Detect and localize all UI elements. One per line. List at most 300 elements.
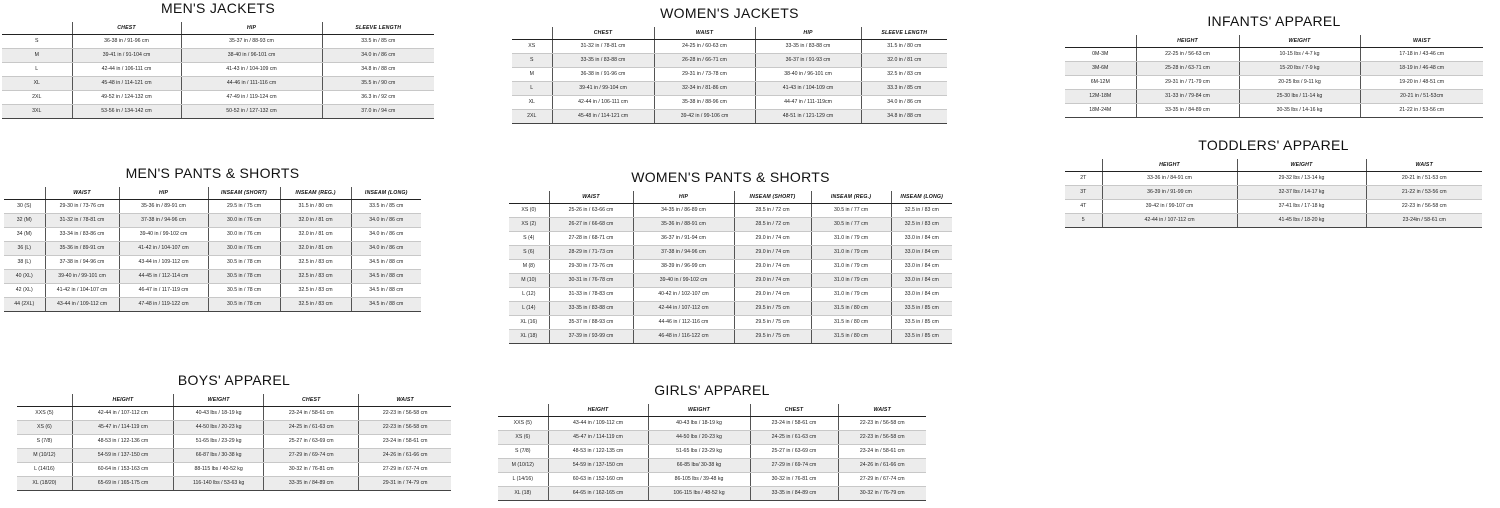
table-cell: 31.5 in / 80 cm: [861, 39, 947, 53]
table-cell: 30.5 in / 77 cm: [811, 217, 891, 231]
table-row: [4, 227, 421, 241]
table-cell: 30-35 lbs / 14-16 kg: [1239, 103, 1360, 117]
table-cell: 32.5 in / 83 cm: [280, 283, 351, 297]
womens-pants-table: [509, 191, 952, 344]
table-cell: 28-29 in / 71-73 cm: [549, 245, 633, 259]
size-label: XL (18): [509, 329, 549, 343]
table-cell: 32.0 in / 81 cm: [280, 227, 351, 241]
table-row: [1065, 47, 1483, 61]
size-label: 44 (2XL): [4, 297, 45, 311]
table-cell: 30.0 in / 76 cm: [208, 213, 280, 227]
table-cell: 30.5 in / 78 cm: [208, 297, 280, 311]
table-cell: 60-64 in / 153-163 cm: [72, 462, 173, 476]
table-cell: 39-40 in / 99-101 cm: [45, 269, 119, 283]
table-cell: 32.5 in / 83 cm: [280, 255, 351, 269]
column-header: SLEEVE LENGTH: [322, 22, 434, 34]
table-cell: 37-38 in / 94-96 cm: [119, 213, 208, 227]
table-cell: 31.5 in / 80 cm: [811, 315, 891, 329]
table-cell: 23-24 in / 58-61 cm: [264, 406, 359, 420]
table-row: [509, 287, 952, 301]
table-cell: 39-40 in / 99-102 cm: [119, 227, 208, 241]
header-row: [498, 404, 926, 416]
mens-jackets-section: [2, 0, 434, 119]
table-cell: 49-52 in / 124-132 cm: [72, 90, 181, 104]
table-cell: 31.5 in / 80 cm: [811, 329, 891, 343]
table-cell: 36-39 in / 91-99 cm: [1102, 185, 1237, 199]
table-cell: 29-31 in / 74-79 cm: [359, 476, 451, 490]
table-cell: 29-31 in / 73-78 cm: [654, 67, 755, 81]
table-cell: 34.8 in / 88 cm: [322, 62, 434, 76]
column-header: INSEAM (LONG): [351, 187, 421, 199]
table-cell: 31-33 in / 79-84 cm: [1136, 89, 1239, 103]
size-label: S (7/8): [17, 434, 72, 448]
table-cell: 30-32 in / 76-79 cm: [838, 486, 926, 500]
table-cell: 33.0 in / 84 cm: [891, 273, 952, 287]
table-cell: 34.5 in / 88 cm: [351, 297, 421, 311]
womens-jackets-title: WOMEN'S JACKETS: [660, 5, 799, 21]
table-cell: 37-38 in / 94-96 cm: [45, 255, 119, 269]
size-label: M: [512, 67, 552, 81]
table-cell: 30.5 in / 78 cm: [208, 255, 280, 269]
table-cell: 45-47 in / 114-119 cm: [548, 430, 648, 444]
column-header: HEIGHT: [1102, 159, 1237, 171]
table-row: [17, 448, 451, 462]
table-row: [498, 416, 926, 430]
table-cell: 29.0 in / 74 cm: [734, 287, 811, 301]
column-header: HEIGHT: [548, 404, 648, 416]
column-header: WAIST: [359, 394, 451, 406]
table-cell: 20-21 in / 51-53 cm: [1366, 171, 1482, 185]
table-row: [509, 203, 952, 217]
table-cell: 34.5 in / 88 cm: [351, 283, 421, 297]
table-cell: 34.0 in / 86 cm: [351, 241, 421, 255]
table-cell: 26-27 in / 66-68 cm: [549, 217, 633, 231]
column-header: CHEST: [72, 22, 181, 34]
table-cell: 30-31 in / 76-78 cm: [549, 273, 633, 287]
size-column-header: [512, 27, 552, 39]
table-cell: 44-50 lbs / 20-23 kg: [174, 420, 264, 434]
table-cell: 23-24 in / 58-61 cm: [838, 444, 926, 458]
size-label: S (7/8): [498, 444, 548, 458]
table-row: [2, 48, 434, 62]
table-cell: 34.5 in / 88 cm: [351, 255, 421, 269]
table-cell: 31.0 in / 79 cm: [811, 259, 891, 273]
table-row: [509, 301, 952, 315]
table-cell: 21-22 in / 53-56 cm: [1360, 103, 1483, 117]
girls-section: [498, 382, 926, 501]
size-label: 3T: [1065, 185, 1102, 199]
table-cell: 32.0 in / 81 cm: [861, 53, 947, 67]
table-cell: 30.5 in / 78 cm: [208, 269, 280, 283]
table-row: [498, 444, 926, 458]
table-cell: 54-59 in / 137-150 cm: [548, 458, 648, 472]
table-cell: 32.0 in / 81 cm: [280, 213, 351, 227]
table-cell: 25-27 in / 63-69 cm: [750, 444, 838, 458]
table-cell: 43-44 in / 109-112 cm: [45, 297, 119, 311]
table-cell: 22-23 in / 56-58 cm: [1366, 199, 1482, 213]
table-cell: 30-32 in / 76-81 cm: [264, 462, 359, 476]
table-cell: 17-18 in / 43-46 cm: [1360, 47, 1483, 61]
size-label: 30 (S): [4, 199, 45, 213]
size-label: XXS (5): [17, 406, 72, 420]
size-label: 40 (XL): [4, 269, 45, 283]
size-label: L (12): [509, 287, 549, 301]
table-cell: 32.5 in / 83 cm: [891, 203, 952, 217]
size-label: XS: [512, 39, 552, 53]
table-cell: 21-22 in / 53-56 cm: [1366, 185, 1482, 199]
size-label: 2XL: [2, 90, 72, 104]
size-label: M (10/12): [17, 448, 72, 462]
column-header: WAIST: [549, 191, 633, 203]
table-cell: 35-37 in / 88-93 cm: [549, 315, 633, 329]
table-cell: 36-37 in / 91-94 cm: [633, 231, 734, 245]
table-cell: 48-53 in / 122-135 cm: [548, 444, 648, 458]
header-row: [1065, 159, 1482, 171]
table-cell: 30.5 in / 78 cm: [208, 283, 280, 297]
table-cell: 25-26 in / 63-66 cm: [549, 203, 633, 217]
table-row: [17, 406, 451, 420]
size-label: S: [512, 53, 552, 67]
table-cell: 31-33 in / 78-83 cm: [549, 287, 633, 301]
column-header: HIP: [181, 22, 322, 34]
table-row: [509, 273, 952, 287]
size-label: S (6): [509, 245, 549, 259]
table-cell: 88-115 lbs / 40-52 kg: [174, 462, 264, 476]
table-row: [509, 217, 952, 231]
table-cell: 27-28 in / 68-71 cm: [549, 231, 633, 245]
table-cell: 32.5 in / 83 cm: [861, 67, 947, 81]
table-row: [512, 39, 947, 53]
size-label: XS (0): [509, 203, 549, 217]
table-row: [17, 476, 451, 490]
size-label: L: [2, 62, 72, 76]
table-cell: 34-35 in / 86-89 cm: [633, 203, 734, 217]
table-cell: 25-27 in / 63-69 cm: [264, 434, 359, 448]
table-row: [17, 462, 451, 476]
table-cell: 65-69 in / 165-175 cm: [72, 476, 173, 490]
size-label: L: [512, 81, 552, 95]
table-cell: 39-41 in / 99-104 cm: [552, 81, 654, 95]
table-cell: 28.5 in / 72 cm: [734, 217, 811, 231]
header-row: [4, 187, 421, 199]
table-cell: 40-43 lbs / 18-19 kg: [648, 416, 750, 430]
table-cell: 48-53 in / 122-136 cm: [72, 434, 173, 448]
table-cell: 24-26 in / 61-66 cm: [359, 448, 451, 462]
table-cell: 33-36 in / 84-91 cm: [1102, 171, 1237, 185]
size-column-header: [2, 22, 72, 34]
table-cell: 41-42 in / 104-107 cm: [45, 283, 119, 297]
girls-table: [498, 404, 926, 501]
table-cell: 34.0 in / 86 cm: [351, 227, 421, 241]
toddlers-title: TODDLERS' APPAREL: [1198, 137, 1349, 153]
table-cell: 41-43 in / 104-109 cm: [755, 81, 861, 95]
table-cell: 34.8 in / 88 cm: [861, 109, 947, 123]
header-row: [509, 191, 952, 203]
size-label: XS (6): [498, 430, 548, 444]
table-cell: 47-48 in / 119-122 cm: [119, 297, 208, 311]
table-cell: 33-34 in / 83-86 cm: [45, 227, 119, 241]
column-header: WEIGHT: [648, 404, 750, 416]
column-header: INSEAM (REG.): [811, 191, 891, 203]
table-cell: 45-48 in / 114-121 cm: [72, 76, 181, 90]
table-row: [509, 329, 952, 343]
table-cell: 45-47 in / 114-119 cm: [72, 420, 173, 434]
table-cell: 29.0 in / 74 cm: [734, 259, 811, 273]
size-label: M: [2, 48, 72, 62]
table-cell: 37.0 in / 94 cm: [322, 104, 434, 118]
table-cell: 44-46 in / 112-116 cm: [633, 315, 734, 329]
size-label: M (8): [509, 259, 549, 273]
table-cell: 64-65 in / 162-165 cm: [548, 486, 648, 500]
size-label: L (14): [509, 301, 549, 315]
table-cell: 31-32 in / 78-81 cm: [552, 39, 654, 53]
table-cell: 45-48 in / 114-121 cm: [552, 109, 654, 123]
table-cell: 22-23 in / 56-58 cm: [838, 430, 926, 444]
table-row: [512, 109, 947, 123]
table-cell: 31.0 in / 79 cm: [811, 245, 891, 259]
column-header: INSEAM (SHORT): [208, 187, 280, 199]
table-row: [1065, 103, 1483, 117]
size-label: 42 (XL): [4, 283, 45, 297]
table-cell: 25-30 lbs / 11-14 kg: [1239, 89, 1360, 103]
table-cell: 31.0 in / 79 cm: [811, 273, 891, 287]
table-cell: 24-25 in / 61-63 cm: [750, 430, 838, 444]
table-row: [4, 255, 421, 269]
header-row: [2, 22, 434, 34]
table-cell: 33.5 in / 85 cm: [891, 301, 952, 315]
table-row: [1065, 199, 1482, 213]
table-cell: 22-23 in / 56-58 cm: [359, 406, 451, 420]
table-cell: 29-30 in / 73-76 cm: [45, 199, 119, 213]
table-cell: 27-29 in / 69-74 cm: [264, 448, 359, 462]
table-cell: 29-30 in / 73-76 cm: [549, 259, 633, 273]
column-header: WAIST: [1360, 35, 1483, 47]
table-row: [1065, 185, 1482, 199]
size-column-header: [509, 191, 549, 203]
table-row: [2, 104, 434, 118]
table-row: [4, 297, 421, 311]
table-cell: 44-45 in / 112-114 cm: [119, 269, 208, 283]
table-cell: 30.5 in / 77 cm: [811, 203, 891, 217]
table-cell: 33.0 in / 84 cm: [891, 231, 952, 245]
table-cell: 29-31 in / 71-79 cm: [1136, 75, 1239, 89]
size-label: XL: [2, 76, 72, 90]
column-header: CHEST: [264, 394, 359, 406]
table-cell: 41-42 in / 104-107 cm: [119, 241, 208, 255]
boys-table: [17, 394, 451, 491]
table-cell: 30-32 in / 76-81 cm: [750, 472, 838, 486]
table-cell: 33-35 in / 83-88 cm: [549, 301, 633, 315]
girls-title: GIRLS' APPAREL: [654, 382, 770, 398]
table-row: [512, 67, 947, 81]
mens-jackets-table: [2, 22, 434, 119]
table-row: [509, 245, 952, 259]
table-cell: 29.0 in / 74 cm: [734, 231, 811, 245]
table-cell: 32-37 lbs / 14-17 kg: [1237, 185, 1366, 199]
table-row: [4, 213, 421, 227]
table-row: [498, 486, 926, 500]
column-header: INSEAM (REG.): [280, 187, 351, 199]
size-label: 34 (M): [4, 227, 45, 241]
table-cell: 23-24 in / 58-61 cm: [750, 416, 838, 430]
size-label: 3XL: [2, 104, 72, 118]
womens-pants-title: WOMEN'S PANTS & SHORTS: [631, 169, 830, 185]
table-cell: 38-40 in / 96-101 cm: [181, 48, 322, 62]
table-cell: 40-43 lbs / 18-19 kg: [174, 406, 264, 420]
size-label: 0M-3M: [1065, 47, 1136, 61]
table-cell: 23-24in / 58-61 cm: [1366, 213, 1482, 227]
table-row: [509, 259, 952, 273]
table-cell: 32.5 in / 83 cm: [891, 217, 952, 231]
boys-section: [17, 372, 451, 491]
womens-jackets-section: [512, 5, 947, 124]
size-label: XL (16): [509, 315, 549, 329]
table-cell: 41-45 lbs / 18-20 kg: [1237, 213, 1366, 227]
table-cell: 27-29 in / 67-74 cm: [838, 472, 926, 486]
table-cell: 19-20 in / 48-51 cm: [1360, 75, 1483, 89]
table-cell: 20-25 lbs / 9-11 kg: [1239, 75, 1360, 89]
table-cell: 29.0 in / 74 cm: [734, 245, 811, 259]
size-column-header: [1065, 159, 1102, 171]
table-cell: 33-35 in / 84-89 cm: [264, 476, 359, 490]
table-cell: 36-38 in / 91-96 cm: [72, 34, 181, 48]
table-cell: 33.5 in / 85 cm: [351, 199, 421, 213]
table-cell: 30.0 in / 76 cm: [208, 227, 280, 241]
size-label: 5: [1065, 213, 1102, 227]
table-cell: 33-35 in / 84-89 cm: [1136, 103, 1239, 117]
table-cell: 28.5 in / 72 cm: [734, 203, 811, 217]
column-header: INSEAM (SHORT): [734, 191, 811, 203]
womens-pants-section: [509, 169, 952, 344]
table-cell: 36-38 in / 91-96 cm: [552, 67, 654, 81]
table-cell: 35-37 in / 88-93 cm: [181, 34, 322, 48]
table-cell: 29-32 lbs / 13-14 kg: [1237, 171, 1366, 185]
column-header: HIP: [633, 191, 734, 203]
table-row: [498, 430, 926, 444]
size-label: 4T: [1065, 199, 1102, 213]
size-label: XL (18): [498, 486, 548, 500]
mens-pants-title: MEN'S PANTS & SHORTS: [125, 165, 300, 181]
table-cell: 15-20 lbs / 7-9 kg: [1239, 61, 1360, 75]
table-cell: 53-56 in / 134-142 cm: [72, 104, 181, 118]
size-column-header: [17, 394, 72, 406]
table-cell: 33.5 in / 85 cm: [891, 315, 952, 329]
table-row: [512, 95, 947, 109]
table-cell: 35-36 in / 88-91 cm: [633, 217, 734, 231]
size-label: XXS (5): [498, 416, 548, 430]
table-cell: 25-28 in / 63-71 cm: [1136, 61, 1239, 75]
table-cell: 33-35 in / 84-89 cm: [750, 486, 838, 500]
table-cell: 39-40 in / 99-102 cm: [633, 273, 734, 287]
table-cell: 51-65 lbs / 23-29 kg: [174, 434, 264, 448]
table-cell: 44-47 in / 111-119cm: [755, 95, 861, 109]
table-row: [2, 62, 434, 76]
table-cell: 35-36 in / 89-91 cm: [45, 241, 119, 255]
table-row: [4, 241, 421, 255]
mens-pants-section: [4, 165, 421, 312]
table-cell: 42-44 in / 107-112 cm: [1102, 213, 1237, 227]
table-cell: 43-44 in / 109-112 cm: [119, 255, 208, 269]
table-cell: 31-32 in / 78-81 cm: [45, 213, 119, 227]
table-cell: 33.3 in / 85 cm: [861, 81, 947, 95]
table-cell: 24-26 in / 61-66 cm: [838, 458, 926, 472]
infants-table: [1065, 35, 1483, 118]
table-cell: 24-25 in / 61-63 cm: [264, 420, 359, 434]
table-cell: 39-42 in / 99-107 cm: [1102, 199, 1237, 213]
table-row: [1065, 89, 1483, 103]
table-cell: 66-87 lbs / 30-38 kg: [174, 448, 264, 462]
column-header: HEIGHT: [1136, 35, 1239, 47]
table-cell: 116-140 lbs / 53-63 kg: [174, 476, 264, 490]
boys-title: BOYS' APPAREL: [177, 372, 291, 388]
size-label: 36 (L): [4, 241, 45, 255]
table-row: [17, 434, 451, 448]
table-row: [512, 53, 947, 67]
table-row: [4, 199, 421, 213]
table-cell: 39-41 in / 91-104 cm: [72, 48, 181, 62]
table-cell: 46-47 in / 117-119 cm: [119, 283, 208, 297]
table-row: [4, 269, 421, 283]
table-cell: 43-44 in / 109-112 cm: [548, 416, 648, 430]
table-cell: 33-35 in / 83-88 cm: [755, 39, 861, 53]
column-header: WAIST: [654, 27, 755, 39]
table-cell: 106-115 lbs / 48-52 kg: [648, 486, 750, 500]
table-row: [498, 458, 926, 472]
size-label: 3M-6M: [1065, 61, 1136, 75]
size-label: XL (18/20): [17, 476, 72, 490]
table-cell: 32-34 in / 81-86 cm: [654, 81, 755, 95]
size-label: S (4): [509, 231, 549, 245]
table-cell: 33-35 in / 83-88 cm: [552, 53, 654, 67]
size-label: 6M-12M: [1065, 75, 1136, 89]
table-cell: 34.5 in / 88 cm: [351, 269, 421, 283]
infants-title: INFANTS' APPAREL: [1207, 13, 1341, 29]
table-row: [2, 90, 434, 104]
size-column-header: [1065, 35, 1136, 47]
column-header: CHEST: [552, 27, 654, 39]
table-cell: 22-23 in / 56-58 cm: [359, 420, 451, 434]
table-row: [509, 231, 952, 245]
size-label: L (14/16): [498, 472, 548, 486]
table-cell: 35.5 in / 90 cm: [322, 76, 434, 90]
table-cell: 33.0 in / 84 cm: [891, 287, 952, 301]
column-header: WAIST: [838, 404, 926, 416]
table-cell: 42-44 in / 107-112 cm: [633, 301, 734, 315]
table-row: [1065, 171, 1482, 185]
mens-jackets-title: MEN'S JACKETS: [161, 0, 275, 16]
size-label: XS (6): [17, 420, 72, 434]
table-row: [509, 315, 952, 329]
table-cell: 50-52 in / 127-132 cm: [181, 104, 322, 118]
table-cell: 44-50 lbs / 20-23 kg: [648, 430, 750, 444]
table-cell: 32.5 in / 83 cm: [280, 269, 351, 283]
toddlers-table: [1065, 159, 1482, 228]
table-cell: 34.0 in / 86 cm: [322, 48, 434, 62]
table-cell: 41-43 in / 104-109 cm: [181, 62, 322, 76]
table-cell: 86-105 lbs / 39-48 kg: [648, 472, 750, 486]
table-cell: 35-36 in / 89-91 cm: [119, 199, 208, 213]
table-cell: 23-24 in / 58-61 cm: [359, 434, 451, 448]
header-row: [1065, 35, 1483, 47]
table-cell: 30.0 in / 76 cm: [208, 241, 280, 255]
column-header: INSEAM (LONG): [891, 191, 952, 203]
column-header: CHEST: [750, 404, 838, 416]
table-row: [17, 420, 451, 434]
table-cell: 33.0 in / 84 cm: [891, 259, 952, 273]
table-row: [2, 34, 434, 48]
table-cell: 38-39 in / 96-99 cm: [633, 259, 734, 273]
table-cell: 31.0 in / 79 cm: [811, 287, 891, 301]
